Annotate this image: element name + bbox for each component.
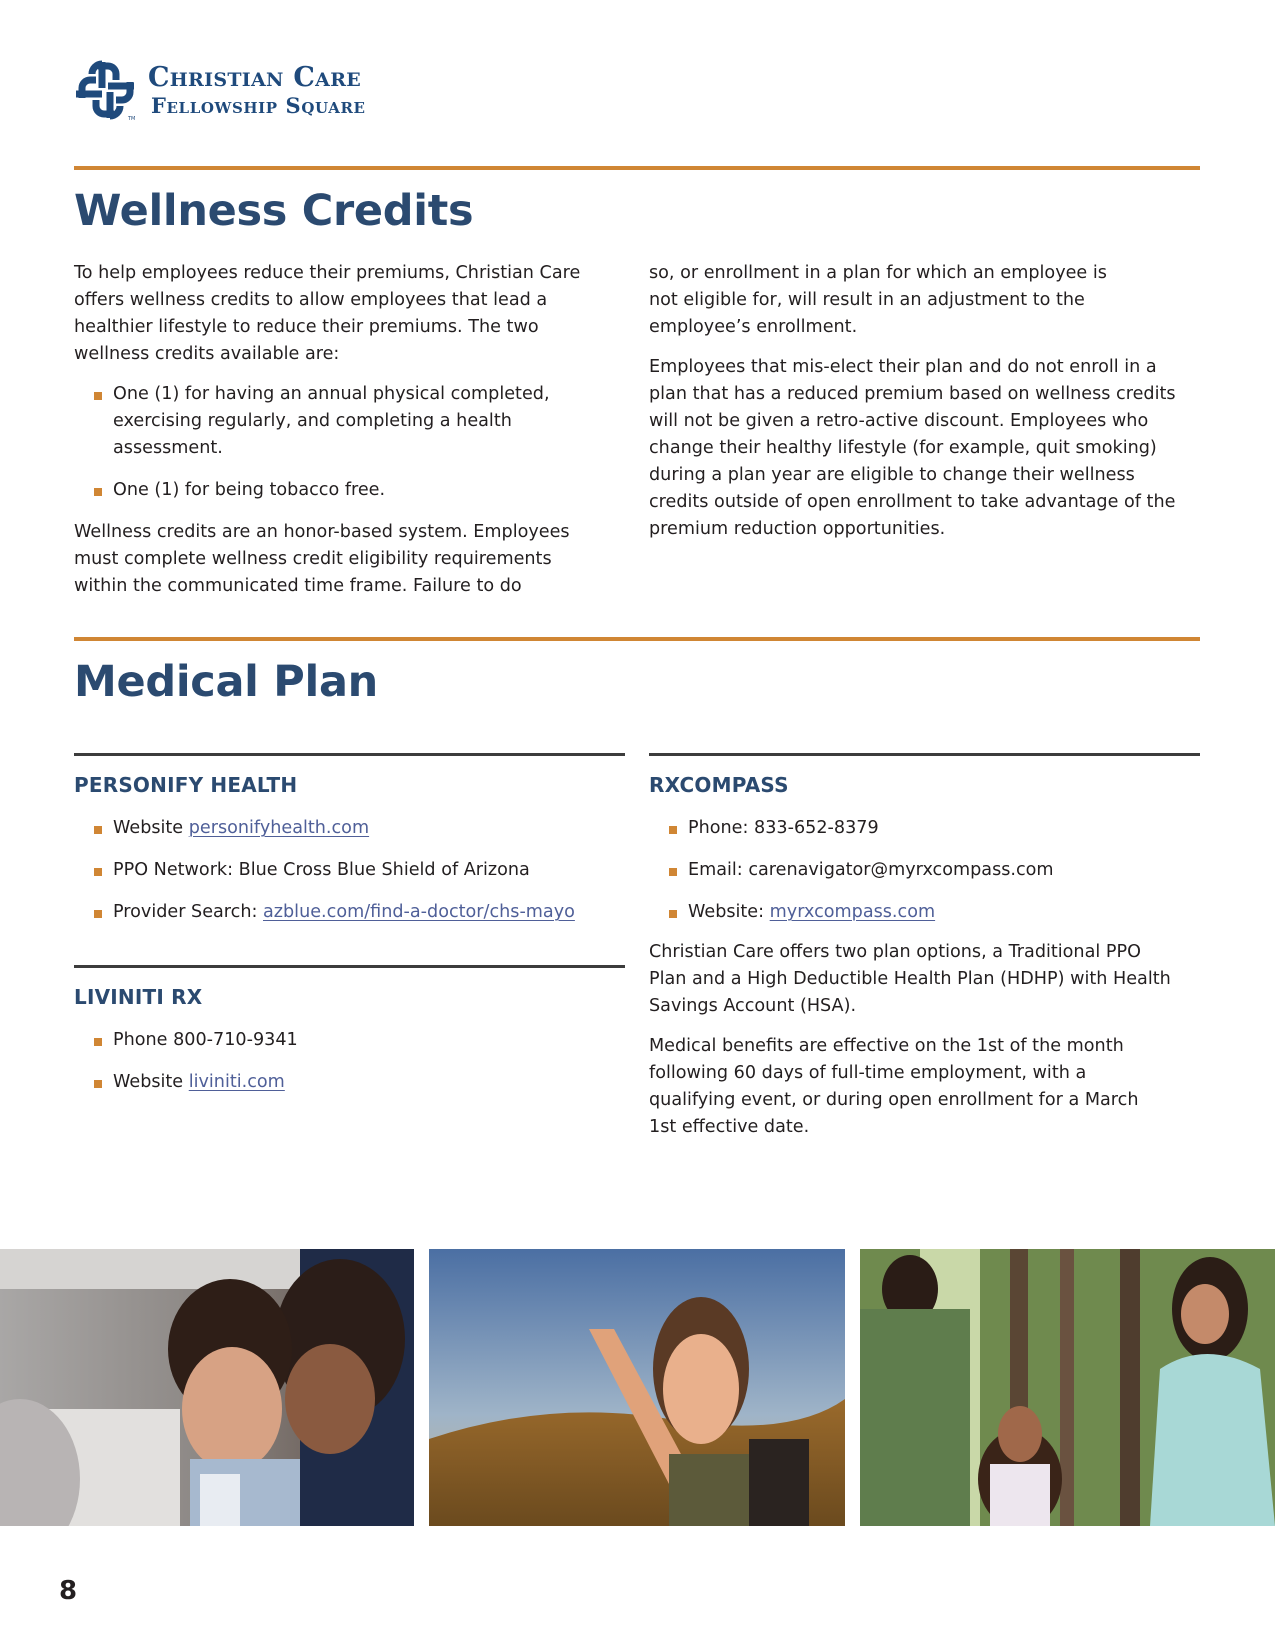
photo-image bbox=[429, 1249, 845, 1526]
list-item bbox=[74, 477, 614, 504]
photo-mother-daughter bbox=[0, 1249, 414, 1526]
item-label: Website bbox=[113, 1072, 189, 1092]
subsection-divider bbox=[74, 753, 625, 756]
list-item bbox=[74, 381, 614, 462]
item-label: Provider Search: bbox=[113, 902, 263, 922]
wellness-title: Wellness Credits bbox=[74, 186, 474, 236]
list-item bbox=[74, 1027, 625, 1054]
page-number: 8 bbox=[59, 1576, 78, 1606]
bullet-square-icon bbox=[94, 868, 102, 876]
rxcompass-heading: RXCOMPASS bbox=[649, 773, 789, 797]
item-label: Email: carenavigator@myrxcompass.com bbox=[688, 860, 1054, 880]
list-item bbox=[649, 899, 1189, 926]
honor-paragraph-part1: Wellness credits are an honor-based system. Employees must complete wellness credit eligibility requirements within the communicated time frame. Failure to do bbox=[74, 522, 570, 596]
wellness-credit-list bbox=[74, 381, 614, 504]
interlaced-cross-icon bbox=[72, 56, 140, 124]
bullet-square-icon bbox=[94, 392, 102, 400]
list-item bbox=[649, 815, 1189, 842]
wellness-intro: To help employees reduce their premiums, Christian Care offers wellness credits to allow employees that lead a healthier lifestyle to reduce their premiums. The two wellness credits available are: bbox=[74, 263, 581, 364]
liviniti-heading: LIVINITI RX bbox=[74, 985, 203, 1009]
bullet-square-icon bbox=[94, 910, 102, 918]
photo-family-park bbox=[860, 1249, 1275, 1526]
honor-paragraph-part2: so, or enrollment in a plan for which an employee is not eligible for, will result in an adjustment to the employee’s enrollment. bbox=[649, 263, 1107, 337]
section-divider bbox=[74, 637, 1200, 641]
mis-elect-paragraph: Employees that mis-elect their plan and do not enroll in a plan that has a reduced premium based on wellness credits will not be given a retro-active discount. Employees who change their healthy lifestyle (for example, quit smoking) during a plan year are eligible to change their wellness credits outside of open enrollment to take advantage of the premium reduction opportunities. bbox=[649, 357, 1176, 539]
effective-date-paragraph: Medical benefits are effective on the 1st of the month following 60 days of full-time employment, with a qualifying event, or during open enrollment for a March 1st effective date. bbox=[649, 1036, 1139, 1137]
plan-options-paragraph: Christian Care offers two plan options, a Traditional PPO Plan and a High Deductible Health Plan (HDHP) with Health Savings Account (HSA). bbox=[649, 942, 1171, 1016]
list-item bbox=[74, 815, 625, 842]
list-item bbox=[74, 899, 625, 926]
list-item bbox=[74, 857, 625, 884]
item-label: Website bbox=[113, 818, 189, 838]
liviniti-block bbox=[74, 984, 625, 1111]
bullet-square-icon bbox=[669, 910, 677, 918]
wellness-left-column bbox=[74, 260, 614, 600]
personify-list bbox=[74, 815, 625, 926]
bullet-square-icon bbox=[94, 1038, 102, 1046]
item-label: Phone 800-710-9341 bbox=[113, 1030, 298, 1050]
liviniti-list bbox=[74, 1027, 625, 1096]
rxcompass-list bbox=[649, 815, 1189, 926]
logo-line-2: Fellowship Square bbox=[151, 93, 366, 118]
logo-wordmark bbox=[148, 64, 366, 116]
medical-title: Medical Plan bbox=[74, 657, 378, 707]
rxcompass-website-link[interactable]: myrxcompass.com bbox=[769, 902, 936, 922]
bullet-square-icon bbox=[669, 868, 677, 876]
item-label: Phone: 833-652-8379 bbox=[688, 818, 879, 838]
liviniti-website-link[interactable]: liviniti.com bbox=[188, 1072, 285, 1092]
section-divider bbox=[74, 166, 1200, 170]
subsection-divider bbox=[649, 753, 1200, 756]
bullet-square-icon bbox=[669, 826, 677, 834]
item-label: Website: bbox=[688, 902, 770, 922]
logo bbox=[72, 56, 366, 124]
bullet-square-icon bbox=[94, 1080, 102, 1088]
personify-heading: PERSONIFY HEALTH bbox=[74, 773, 298, 797]
photo-image bbox=[0, 1249, 414, 1526]
bullet-square-icon bbox=[94, 488, 102, 496]
list-item bbox=[74, 1069, 625, 1096]
personify-website-link[interactable]: personifyhealth.com bbox=[188, 818, 370, 838]
wellness-right-column bbox=[649, 260, 1179, 543]
credit-text: One (1) for being tobacco free. bbox=[113, 480, 386, 500]
svg-text:TM: TM bbox=[128, 116, 136, 122]
bullet-square-icon bbox=[94, 826, 102, 834]
subsection-divider bbox=[74, 965, 625, 968]
photo-image bbox=[860, 1249, 1275, 1526]
provider-search-link[interactable]: azblue.com/find-a-doctor/chs-mayo bbox=[263, 902, 575, 922]
list-item bbox=[649, 857, 1189, 884]
photo-woman-sunset bbox=[429, 1249, 845, 1526]
item-label: PPO Network: Blue Cross Blue Shield of Arizona bbox=[113, 860, 530, 880]
personify-block bbox=[74, 772, 625, 941]
logo-line-1: Christian Care bbox=[148, 62, 362, 93]
rxcompass-block bbox=[649, 772, 1189, 1141]
credit-text: One (1) for having an annual physical completed, exercising regularly, and completing a health assessment. bbox=[113, 384, 550, 458]
